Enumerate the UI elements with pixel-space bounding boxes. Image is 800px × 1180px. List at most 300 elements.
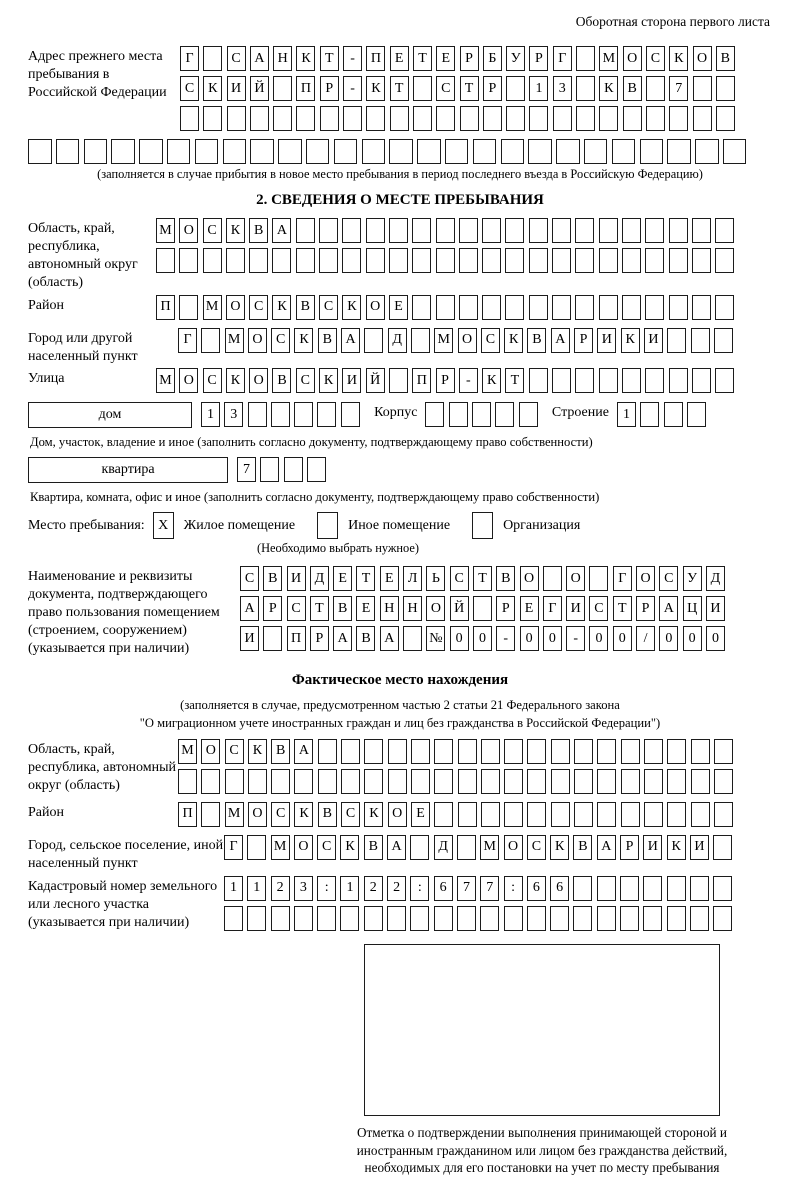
char-cell[interactable]: 1 (224, 876, 243, 901)
cadastral-row-1[interactable] (224, 876, 772, 901)
char-cell[interactable] (271, 906, 290, 931)
char-cell[interactable] (504, 769, 523, 794)
char-cell[interactable]: - (459, 368, 478, 393)
char-cell[interactable]: В (364, 835, 383, 860)
char-cell[interactable]: О (248, 328, 267, 353)
char-cell[interactable] (640, 139, 664, 164)
char-cell[interactable] (714, 769, 733, 794)
char-cell[interactable] (573, 906, 592, 931)
char-cell[interactable]: Т (390, 76, 409, 101)
char-cell[interactable]: Р (310, 626, 329, 651)
char-cell[interactable]: Д (388, 328, 407, 353)
char-cell[interactable] (412, 295, 431, 320)
char-cell[interactable] (576, 46, 595, 71)
char-cell[interactable]: Р (436, 368, 455, 393)
char-cell[interactable] (195, 139, 219, 164)
char-cell[interactable] (366, 218, 385, 243)
char-cell[interactable] (715, 295, 734, 320)
char-cell[interactable]: О (636, 566, 655, 591)
char-cell[interactable]: К (669, 46, 688, 71)
char-cell[interactable]: К (272, 295, 291, 320)
char-cell[interactable] (271, 769, 290, 794)
char-cell[interactable]: К (342, 295, 361, 320)
char-cell[interactable] (389, 248, 408, 273)
char-cell[interactable] (667, 328, 686, 353)
apartment-number-cells[interactable] (237, 457, 330, 482)
char-cell[interactable] (716, 106, 735, 131)
char-cell[interactable]: А (272, 218, 291, 243)
char-cell[interactable]: А (294, 739, 313, 764)
char-cell[interactable] (597, 906, 616, 931)
char-cell[interactable]: Р (620, 835, 639, 860)
char-cell[interactable] (713, 835, 732, 860)
char-cell[interactable]: О (248, 802, 267, 827)
char-cell[interactable] (573, 876, 592, 901)
char-cell[interactable] (529, 218, 548, 243)
actual-district-row[interactable] (178, 802, 772, 827)
char-cell[interactable] (341, 402, 360, 427)
char-cell[interactable] (552, 295, 571, 320)
char-cell[interactable]: О (693, 46, 712, 71)
char-cell[interactable] (506, 106, 525, 131)
char-cell[interactable] (434, 739, 453, 764)
char-cell[interactable] (612, 139, 636, 164)
char-cell[interactable]: Н (403, 596, 422, 621)
char-cell[interactable]: С (436, 76, 455, 101)
house-number-cells[interactable] (201, 402, 364, 427)
char-cell[interactable]: Е (389, 295, 408, 320)
char-cell[interactable] (411, 328, 430, 353)
char-cell[interactable]: Р (320, 76, 339, 101)
char-cell[interactable]: О (388, 802, 407, 827)
city-row[interactable] (178, 328, 772, 353)
char-cell[interactable]: В (333, 596, 352, 621)
char-cell[interactable]: М (156, 218, 175, 243)
char-cell[interactable] (501, 139, 525, 164)
stroenie-cells[interactable] (617, 402, 710, 427)
char-cell[interactable] (436, 218, 455, 243)
char-cell[interactable] (669, 295, 688, 320)
char-cell[interactable] (692, 218, 711, 243)
char-cell[interactable]: К (340, 835, 359, 860)
char-cell[interactable] (687, 402, 706, 427)
char-cell[interactable] (388, 769, 407, 794)
char-cell[interactable]: К (296, 46, 315, 71)
char-cell[interactable]: 0 (450, 626, 469, 651)
char-cell[interactable]: 7 (480, 876, 499, 901)
char-cell[interactable]: С (296, 368, 315, 393)
char-cell[interactable]: К (203, 76, 222, 101)
char-cell[interactable]: П (366, 46, 385, 71)
prev-address-row-1[interactable] (180, 46, 772, 71)
char-cell[interactable]: И (644, 328, 663, 353)
char-cell[interactable] (643, 876, 662, 901)
char-cell[interactable] (669, 218, 688, 243)
char-cell[interactable] (645, 295, 664, 320)
char-cell[interactable] (28, 139, 52, 164)
char-cell[interactable]: Д (706, 566, 725, 591)
char-cell[interactable] (693, 106, 712, 131)
char-cell[interactable] (552, 248, 571, 273)
char-cell[interactable] (180, 106, 199, 131)
char-cell[interactable]: Р (636, 596, 655, 621)
char-cell[interactable] (224, 906, 243, 931)
char-cell[interactable] (56, 139, 80, 164)
char-cell[interactable]: Е (520, 596, 539, 621)
char-cell[interactable] (620, 876, 639, 901)
char-cell[interactable]: К (226, 218, 245, 243)
confirmation-stamp-box[interactable] (364, 944, 720, 1116)
char-cell[interactable]: Т (356, 566, 375, 591)
char-cell[interactable]: О (249, 368, 268, 393)
char-cell[interactable]: К (319, 368, 338, 393)
char-cell[interactable]: Т (505, 368, 524, 393)
char-cell[interactable]: Н (273, 46, 292, 71)
char-cell[interactable] (576, 76, 595, 101)
char-cell[interactable] (622, 295, 641, 320)
char-cell[interactable]: Г (543, 596, 562, 621)
char-cell[interactable]: К (599, 76, 618, 101)
char-cell[interactable]: П (296, 76, 315, 101)
char-cell[interactable]: Т (460, 76, 479, 101)
char-cell[interactable] (483, 106, 502, 131)
char-cell[interactable]: В (272, 368, 291, 393)
char-cell[interactable]: О (623, 46, 642, 71)
char-cell[interactable]: А (387, 835, 406, 860)
char-cell[interactable] (553, 106, 572, 131)
char-cell[interactable]: К (366, 76, 385, 101)
char-cell[interactable] (306, 139, 330, 164)
char-cell[interactable] (574, 802, 593, 827)
right-document-row-1[interactable] (240, 566, 772, 591)
char-cell[interactable] (543, 566, 562, 591)
char-cell[interactable]: И (287, 566, 306, 591)
char-cell[interactable]: Г (224, 835, 243, 860)
char-cell[interactable]: Т (320, 46, 339, 71)
char-cell[interactable]: В (623, 76, 642, 101)
char-cell[interactable]: С (203, 218, 222, 243)
apartment-type-box[interactable]: квартира (28, 457, 228, 483)
char-cell[interactable] (413, 106, 432, 131)
char-cell[interactable]: 6 (434, 876, 453, 901)
char-cell[interactable] (715, 248, 734, 273)
char-cell[interactable]: С (227, 46, 246, 71)
char-cell[interactable] (528, 139, 552, 164)
char-cell[interactable] (691, 802, 710, 827)
char-cell[interactable]: К (364, 802, 383, 827)
char-cell[interactable]: Т (413, 46, 432, 71)
char-cell[interactable]: О (201, 739, 220, 764)
char-cell[interactable] (575, 295, 594, 320)
char-cell[interactable]: 0 (613, 626, 632, 651)
char-cell[interactable] (178, 769, 197, 794)
char-cell[interactable] (599, 248, 618, 273)
char-cell[interactable]: 0 (706, 626, 725, 651)
char-cell[interactable] (597, 802, 616, 827)
char-cell[interactable] (278, 139, 302, 164)
char-cell[interactable] (307, 457, 326, 482)
char-cell[interactable] (551, 739, 570, 764)
char-cell[interactable] (227, 106, 246, 131)
char-cell[interactable]: 0 (589, 626, 608, 651)
char-cell[interactable]: М (225, 802, 244, 827)
char-cell[interactable]: К (248, 739, 267, 764)
char-cell[interactable]: 3 (553, 76, 572, 101)
char-cell[interactable] (716, 76, 735, 101)
char-cell[interactable] (250, 106, 269, 131)
char-cell[interactable] (459, 295, 478, 320)
char-cell[interactable] (284, 457, 303, 482)
char-cell[interactable]: М (271, 835, 290, 860)
char-cell[interactable]: С (271, 328, 290, 353)
char-cell[interactable] (459, 218, 478, 243)
char-cell[interactable] (529, 368, 548, 393)
char-cell[interactable]: А (659, 596, 678, 621)
char-cell[interactable] (482, 218, 501, 243)
char-cell[interactable] (715, 368, 734, 393)
char-cell[interactable] (319, 248, 338, 273)
char-cell[interactable]: С (589, 596, 608, 621)
char-cell[interactable]: 0 (659, 626, 678, 651)
char-cell[interactable]: О (179, 218, 198, 243)
char-cell[interactable] (646, 76, 665, 101)
char-cell[interactable]: 1 (340, 876, 359, 901)
char-cell[interactable] (436, 106, 455, 131)
char-cell[interactable] (664, 402, 683, 427)
char-cell[interactable] (482, 248, 501, 273)
char-cell[interactable] (449, 402, 468, 427)
char-cell[interactable] (597, 876, 616, 901)
char-cell[interactable] (669, 368, 688, 393)
char-cell[interactable]: И (643, 835, 662, 860)
char-cell[interactable] (713, 906, 732, 931)
char-cell[interactable] (296, 106, 315, 131)
char-cell[interactable] (575, 248, 594, 273)
char-cell[interactable]: - (496, 626, 515, 651)
char-cell[interactable] (691, 769, 710, 794)
char-cell[interactable]: Й (450, 596, 469, 621)
char-cell[interactable] (179, 248, 198, 273)
char-cell[interactable] (473, 139, 497, 164)
char-cell[interactable] (714, 739, 733, 764)
char-cell[interactable] (622, 368, 641, 393)
char-cell[interactable]: С (341, 802, 360, 827)
char-cell[interactable]: В (356, 626, 375, 651)
char-cell[interactable]: Н (380, 596, 399, 621)
char-cell[interactable]: И (342, 368, 361, 393)
char-cell[interactable]: О (458, 328, 477, 353)
char-cell[interactable]: 1 (247, 876, 266, 901)
char-cell[interactable]: 7 (237, 457, 256, 482)
char-cell[interactable]: В (496, 566, 515, 591)
char-cell[interactable]: О (566, 566, 585, 591)
char-cell[interactable] (691, 739, 710, 764)
char-cell[interactable] (481, 802, 500, 827)
char-cell[interactable]: С (240, 566, 259, 591)
char-cell[interactable] (317, 906, 336, 931)
char-cell[interactable]: О (366, 295, 385, 320)
char-cell[interactable]: М (434, 328, 453, 353)
char-cell[interactable]: М (156, 368, 175, 393)
char-cell[interactable] (342, 248, 361, 273)
char-cell[interactable] (495, 402, 514, 427)
char-cell[interactable] (623, 106, 642, 131)
char-cell[interactable]: С (317, 835, 336, 860)
char-cell[interactable]: Т (613, 596, 632, 621)
char-cell[interactable] (436, 248, 455, 273)
char-cell[interactable]: С (203, 368, 222, 393)
char-cell[interactable] (341, 739, 360, 764)
char-cell[interactable] (341, 769, 360, 794)
char-cell[interactable]: В (573, 835, 592, 860)
char-cell[interactable]: С (225, 739, 244, 764)
char-cell[interactable] (111, 139, 135, 164)
char-cell[interactable] (690, 876, 709, 901)
char-cell[interactable] (667, 139, 691, 164)
char-cell[interactable] (388, 739, 407, 764)
actual-region-row-1[interactable] (178, 739, 772, 764)
char-cell[interactable] (294, 906, 313, 931)
char-cell[interactable]: С (527, 835, 546, 860)
char-cell[interactable]: 2 (364, 876, 383, 901)
char-cell[interactable]: В (527, 328, 546, 353)
char-cell[interactable] (644, 769, 663, 794)
actual-region-row-2[interactable] (178, 769, 772, 794)
char-cell[interactable]: Д (434, 835, 453, 860)
char-cell[interactable]: К (294, 802, 313, 827)
char-cell[interactable] (260, 457, 279, 482)
char-cell[interactable]: О (426, 596, 445, 621)
char-cell[interactable] (343, 106, 362, 131)
char-cell[interactable] (389, 139, 413, 164)
char-cell[interactable]: К (621, 328, 640, 353)
char-cell[interactable] (504, 906, 523, 931)
char-cell[interactable] (504, 739, 523, 764)
char-cell[interactable]: Г (180, 46, 199, 71)
char-cell[interactable] (459, 248, 478, 273)
char-cell[interactable] (667, 739, 686, 764)
char-cell[interactable] (436, 295, 455, 320)
char-cell[interactable] (527, 802, 546, 827)
char-cell[interactable]: А (380, 626, 399, 651)
char-cell[interactable] (505, 218, 524, 243)
char-cell[interactable] (294, 769, 313, 794)
char-cell[interactable]: Й (250, 76, 269, 101)
char-cell[interactable] (225, 769, 244, 794)
char-cell[interactable]: Т (473, 566, 492, 591)
char-cell[interactable]: В (249, 218, 268, 243)
char-cell[interactable] (645, 218, 664, 243)
char-cell[interactable] (667, 906, 686, 931)
char-cell[interactable]: Е (333, 566, 352, 591)
char-cell[interactable]: 0 (543, 626, 562, 651)
char-cell[interactable] (621, 769, 640, 794)
char-cell[interactable] (506, 76, 525, 101)
char-cell[interactable] (167, 139, 191, 164)
char-cell[interactable]: Р (574, 328, 593, 353)
char-cell[interactable]: : (410, 876, 429, 901)
char-cell[interactable]: Ь (426, 566, 445, 591)
char-cell[interactable] (362, 139, 386, 164)
char-cell[interactable]: С (271, 802, 290, 827)
char-cell[interactable] (387, 906, 406, 931)
char-cell[interactable]: № (426, 626, 445, 651)
char-cell[interactable] (481, 769, 500, 794)
char-cell[interactable] (247, 835, 266, 860)
char-cell[interactable] (201, 328, 220, 353)
char-cell[interactable] (597, 769, 616, 794)
right-document-row-2[interactable] (240, 596, 772, 621)
char-cell[interactable] (273, 76, 292, 101)
checkbox-residential[interactable]: X (153, 512, 174, 539)
char-cell[interactable] (458, 769, 477, 794)
char-cell[interactable] (317, 402, 336, 427)
char-cell[interactable] (599, 106, 618, 131)
char-cell[interactable] (318, 769, 337, 794)
char-cell[interactable]: 3 (294, 876, 313, 901)
char-cell[interactable] (319, 218, 338, 243)
char-cell[interactable] (527, 906, 546, 931)
char-cell[interactable]: К (667, 835, 686, 860)
char-cell[interactable] (250, 139, 274, 164)
char-cell[interactable]: О (504, 835, 523, 860)
street-row[interactable] (156, 368, 772, 393)
char-cell[interactable]: Д (310, 566, 329, 591)
char-cell[interactable]: В (263, 566, 282, 591)
char-cell[interactable]: М (599, 46, 618, 71)
char-cell[interactable]: Р (483, 76, 502, 101)
char-cell[interactable] (599, 368, 618, 393)
char-cell[interactable] (621, 739, 640, 764)
char-cell[interactable] (179, 295, 198, 320)
char-cell[interactable] (575, 368, 594, 393)
char-cell[interactable]: Р (529, 46, 548, 71)
district-row[interactable] (156, 295, 772, 320)
char-cell[interactable]: 0 (473, 626, 492, 651)
right-document-row-3[interactable] (240, 626, 772, 651)
char-cell[interactable]: П (412, 368, 431, 393)
char-cell[interactable]: К (294, 328, 313, 353)
char-cell[interactable] (272, 248, 291, 273)
char-cell[interactable] (294, 402, 313, 427)
char-cell[interactable] (417, 139, 441, 164)
char-cell[interactable] (411, 769, 430, 794)
prev-address-row-2[interactable] (180, 76, 772, 101)
char-cell[interactable] (203, 46, 222, 71)
char-cell[interactable]: С (287, 596, 306, 621)
char-cell[interactable]: У (683, 566, 702, 591)
char-cell[interactable] (480, 906, 499, 931)
char-cell[interactable] (692, 295, 711, 320)
char-cell[interactable] (412, 248, 431, 273)
char-cell[interactable] (226, 248, 245, 273)
char-cell[interactable] (482, 295, 501, 320)
char-cell[interactable]: 0 (683, 626, 702, 651)
house-type-box[interactable]: дом (28, 402, 192, 428)
char-cell[interactable] (445, 139, 469, 164)
char-cell[interactable] (645, 368, 664, 393)
char-cell[interactable] (320, 106, 339, 131)
char-cell[interactable]: О (294, 835, 313, 860)
char-cell[interactable]: Ц (683, 596, 702, 621)
char-cell[interactable]: Е (390, 46, 409, 71)
char-cell[interactable] (273, 106, 292, 131)
char-cell[interactable] (645, 248, 664, 273)
char-cell[interactable] (692, 368, 711, 393)
char-cell[interactable]: 6 (550, 876, 569, 901)
char-cell[interactable]: В (296, 295, 315, 320)
char-cell[interactable] (622, 218, 641, 243)
